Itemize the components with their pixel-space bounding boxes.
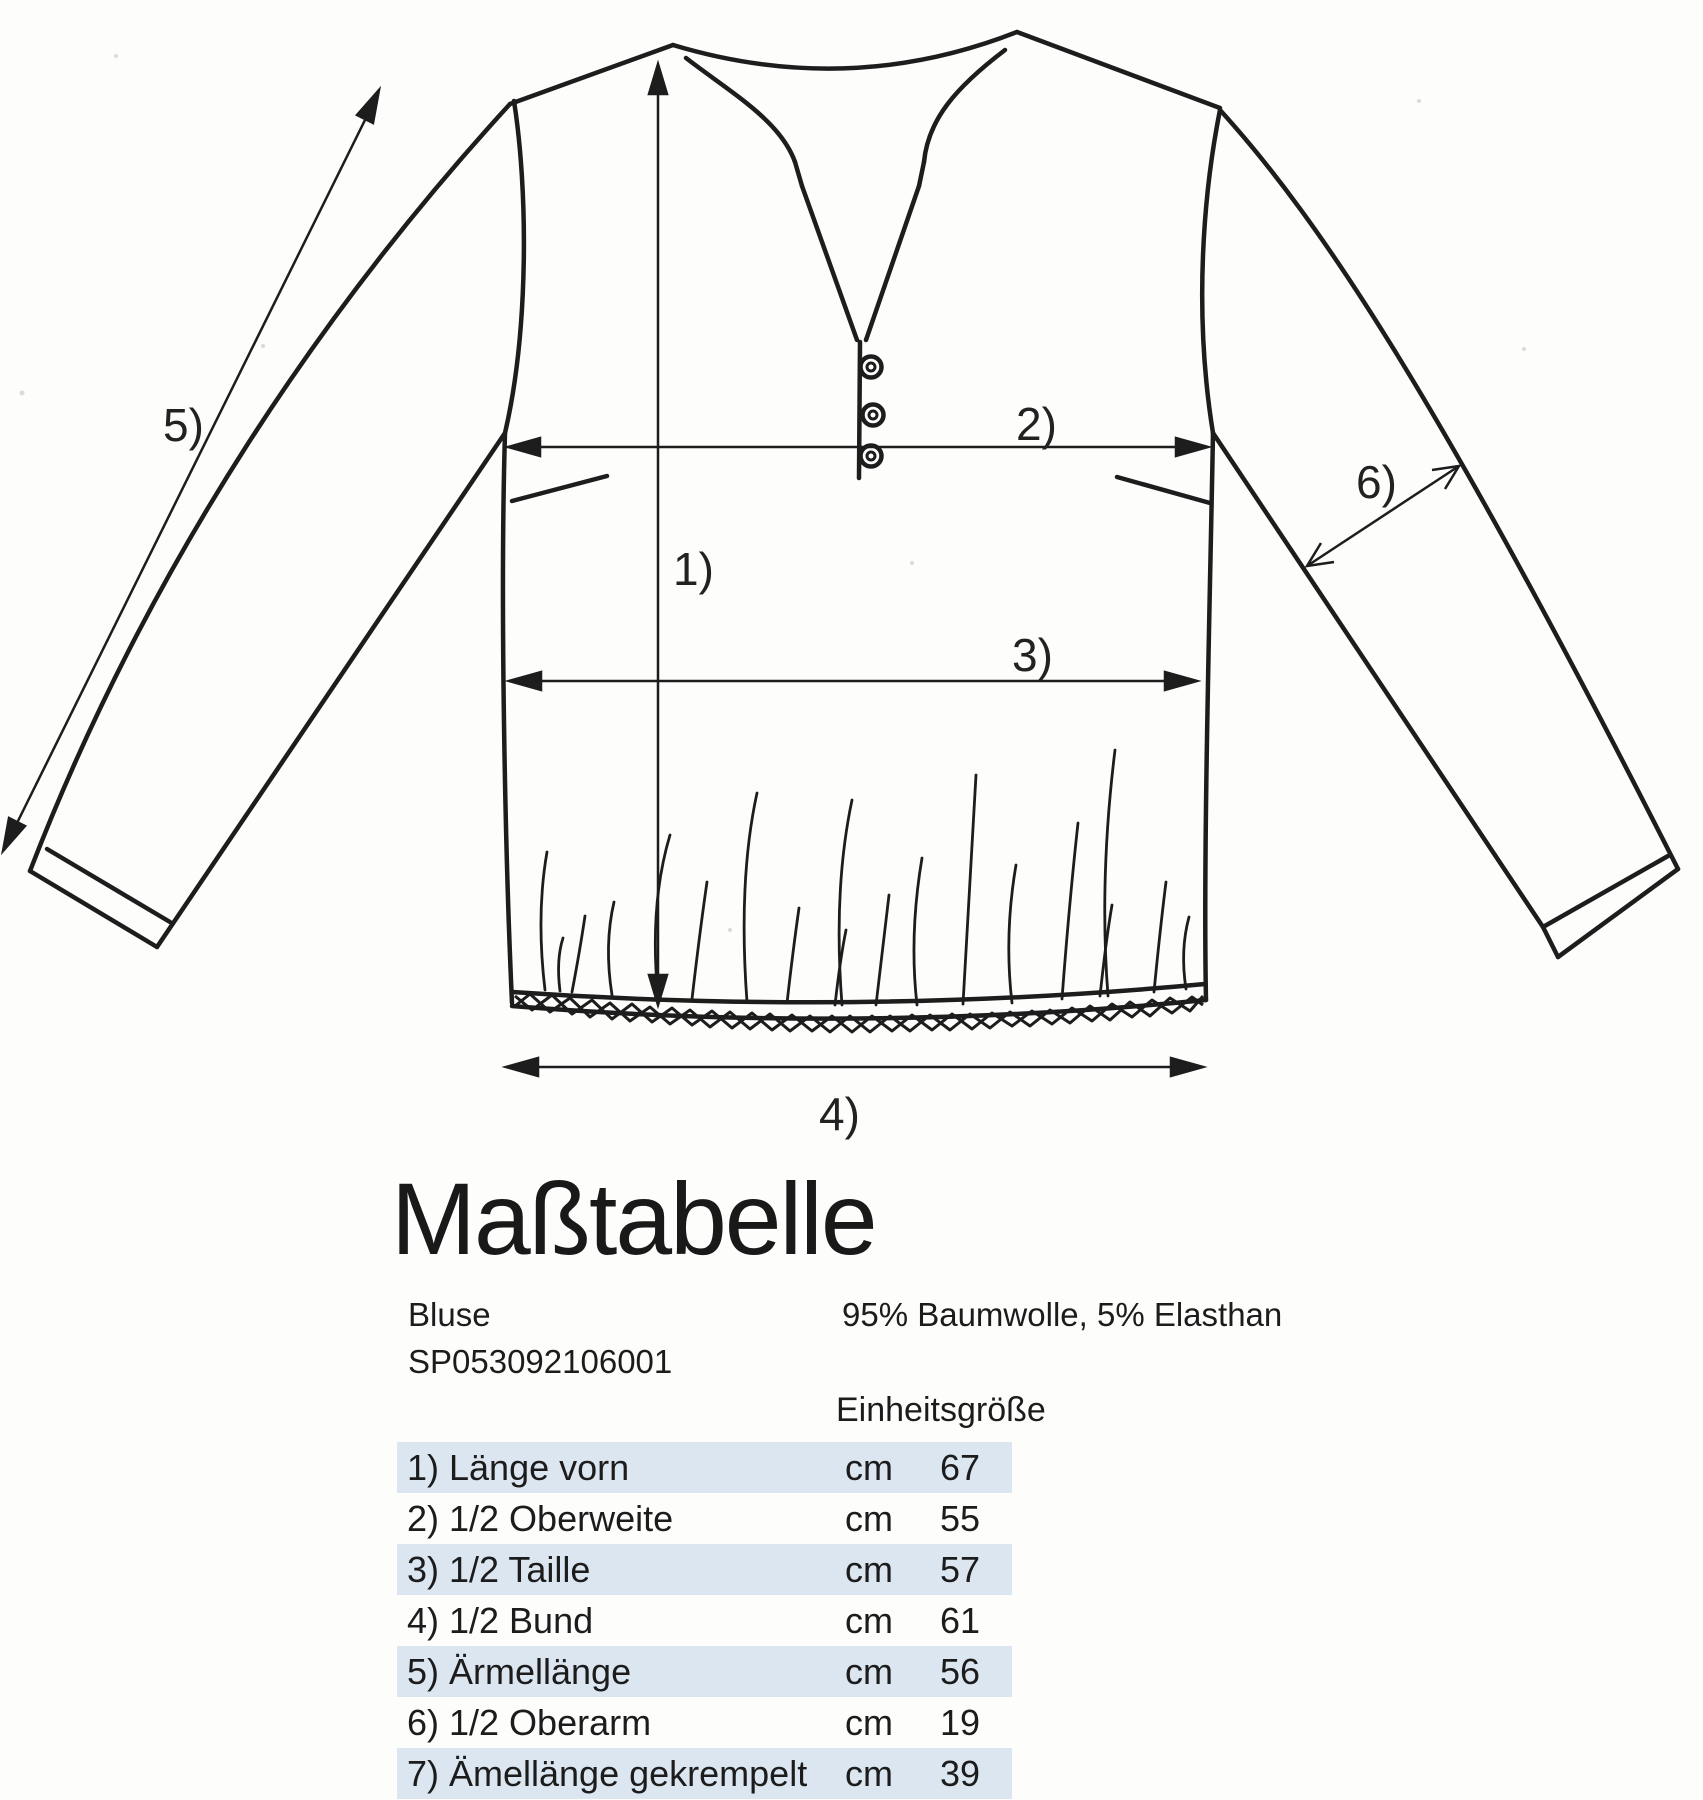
placket-buttons [861, 357, 884, 467]
button-hole-icon [867, 363, 875, 371]
row-index: 4) [407, 1599, 440, 1641]
left-cuff-line [47, 849, 170, 922]
row-unit: cm [845, 1548, 893, 1590]
row-value: 67 [940, 1446, 981, 1488]
material-composition: 95% Baumwolle, 5% Elasthan [842, 1296, 1283, 1333]
page-title: Maßtabelle [391, 1162, 876, 1276]
dimension-arrow-3 [509, 672, 1197, 690]
dimension-arrow-5 [3, 90, 379, 851]
row-index: 2) [407, 1497, 440, 1539]
right-shoulder-line [1017, 32, 1220, 108]
row-unit: cm [845, 1752, 893, 1794]
button-hole-icon [867, 452, 875, 460]
dimension-label-3: 3) [1012, 629, 1053, 681]
left-chest-slit [512, 476, 607, 501]
row-index: 6) [407, 1701, 440, 1743]
size-table-row [397, 1697, 1012, 1748]
dimension-arrow-4 [506, 1058, 1203, 1076]
row-unit: cm [845, 1701, 893, 1743]
row-value: 57 [940, 1548, 981, 1590]
size-column-header: Einheitsgröße [836, 1391, 1046, 1429]
size-table-row [397, 1442, 1012, 1493]
dimension-label-5: 5) [163, 399, 204, 451]
right-chest-slit [1117, 477, 1210, 503]
neckband-inner-right [924, 50, 1005, 162]
row-measurement-label: 1/2 Oberarm [449, 1701, 652, 1743]
body-right-edge [1205, 433, 1213, 1000]
dimension-label-2: 2) [1016, 398, 1057, 450]
size-table-row [397, 1595, 1012, 1646]
row-measurement-label: 1/2 Taille [449, 1548, 591, 1590]
size-table [397, 1442, 1012, 1799]
size-table-row [397, 1544, 1012, 1595]
size-table-row [397, 1493, 1012, 1544]
row-unit: cm [845, 1650, 893, 1692]
row-index: 1) [407, 1446, 440, 1488]
scan-specks [20, 54, 1527, 932]
product-name: Bluse [408, 1296, 491, 1333]
body-left-edge [503, 433, 512, 1003]
size-table-row [397, 1748, 1012, 1799]
right-sleeve-outer [1220, 110, 1678, 869]
left-sleeve-end [30, 871, 157, 947]
row-index: 3) [407, 1548, 440, 1590]
neckband-outer [673, 32, 1017, 69]
left-armhole-seam [505, 101, 524, 433]
row-index: 7) [407, 1752, 440, 1794]
dimension-label-6: 6) [1356, 456, 1397, 508]
row-measurement-label: Ärmellänge [449, 1650, 632, 1692]
neckband-inner-left [686, 58, 795, 162]
row-value: 55 [940, 1497, 981, 1539]
row-index: 5) [407, 1650, 440, 1692]
row-measurement-label: 1/2 Bund [449, 1599, 594, 1641]
size-table-row [397, 1646, 1012, 1697]
neckband-end-left [795, 162, 802, 186]
left-sleeve-outer [30, 104, 510, 871]
product-sku: SP053092106001 [408, 1343, 673, 1380]
hem-gather-lines [541, 750, 1189, 1005]
row-measurement-label: 1/2 Oberweite [449, 1497, 674, 1539]
dimension-label-1: 1) [673, 543, 714, 595]
right-cuff-side [1543, 927, 1558, 957]
blouse-outline [30, 32, 1678, 1019]
row-measurement-label: Ämellänge gekrempelt [449, 1752, 808, 1794]
row-value: 39 [940, 1752, 981, 1794]
dimension-arrows [3, 64, 1459, 1076]
row-measurement-label: Länge vorn [449, 1446, 630, 1488]
row-value: 61 [940, 1599, 981, 1641]
row-value: 56 [940, 1650, 981, 1692]
row-unit: cm [845, 1497, 893, 1539]
right-armhole-seam [1202, 110, 1220, 433]
dimension-arrow-1 [649, 64, 667, 1005]
row-unit: cm [845, 1446, 893, 1488]
row-unit: cm [845, 1599, 893, 1641]
button-hole-icon [869, 411, 877, 419]
neck-split-left [802, 186, 857, 340]
dimension-label-4: 4) [819, 1088, 860, 1140]
row-value: 19 [940, 1701, 981, 1743]
neck-split-right [866, 186, 919, 340]
neckband-end-right [919, 162, 924, 186]
